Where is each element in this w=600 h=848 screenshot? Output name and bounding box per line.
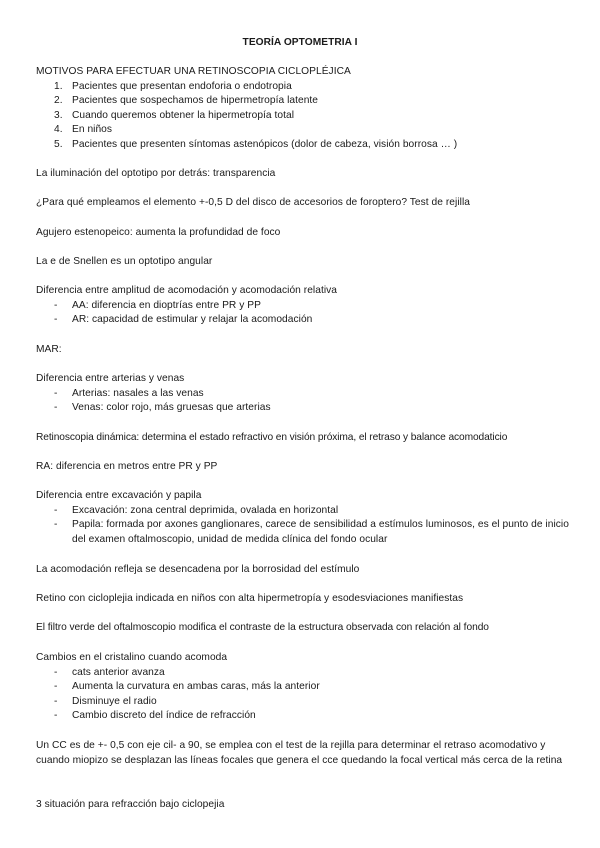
- list-item-text: Arterias: nasales a las venas: [72, 387, 204, 399]
- list-item: - cats anterior avanza: [54, 666, 165, 678]
- list-item: - Disminuye el radio: [54, 695, 157, 707]
- snellen-line: La e de Snellen es un optotipo angular: [36, 256, 213, 267]
- list-item: 5. Pacientes que presenten síntomas astenópicos (dolor de cabeza, visión borrosa … ): [54, 138, 458, 150]
- filtro-line: El filtro verde del oftalmoscopio modifica el contraste de la estructura observada con relación al fondo: [36, 622, 489, 633]
- list-item: - Cambio discreto del índice de refracción: [54, 710, 256, 722]
- list-item-text: Aumenta la curvatura en ambas caras, más la anterior: [72, 681, 320, 693]
- amplitud-heading: Diferencia entre amplitud de acomodación y acomodación relativa: [36, 285, 338, 296]
- list-item: - Papila: formada por axones ganglionares, carece de sensibilidad a estímulos luminosos, es el punto de inicio del examen oftalmoscopio, unidad de medida clínica del fondo ocular: [54, 519, 569, 545]
- list-item-text: AR: capacidad de estimular y relajar la acomodación: [72, 314, 313, 326]
- arterias-section: [36, 372, 576, 416]
- list-item: 4. En niños: [54, 124, 113, 136]
- list-item-text: cats anterior avanza: [72, 666, 165, 678]
- list-item: - AA: diferencia en dioptrías entre PR y PP: [54, 299, 261, 311]
- list-item-text: En niños: [72, 124, 113, 136]
- list-item-text: Cuando queremos obtener la hipermetropía total: [72, 109, 295, 121]
- list-item: - AR: capacidad de estimular y relajar la acomodación: [54, 314, 313, 326]
- ra-line: RA: diferencia en metros entre PR y PP: [36, 461, 218, 472]
- list-item-text: Pacientes que presentan endoforia o endotropia: [72, 80, 292, 92]
- list-item-text: Venas: color rojo, más gruesas que arterias: [72, 402, 271, 414]
- iluminacion-line: La iluminación del optotipo por detrás: transparencia: [36, 168, 276, 179]
- retino-ciclo-line: Retino con cicloplejia indicada en niños con alta hipermetropía y esodesviaciones manifiestas: [36, 593, 464, 604]
- amplitud-list: [36, 299, 576, 328]
- list-item-text: Excavación: zona central deprimida, ovalada en horizontal: [72, 504, 339, 516]
- excavacion-heading: Diferencia entre excavación y papila: [36, 490, 202, 501]
- list-item-text: Pacientes que sospechamos de hipermetropía latente: [72, 95, 319, 107]
- excavacion-list: [36, 504, 576, 548]
- cristalino-list: [36, 666, 576, 724]
- document-title: TEORÍA OPTOMETRIA I: [242, 37, 358, 48]
- retinoscopia-section: [36, 65, 576, 153]
- cristalino-section: [36, 651, 576, 724]
- list-item: 1. Pacientes que presentan endoforia o endotropia: [54, 80, 292, 92]
- acomodacion-refleja-line: La acomodación refleja se desencadena por la borrosidad del estímulo: [36, 564, 360, 575]
- retinoscopia-heading: MOTIVOS PARA EFECTUAR UNA RETINOSCOPIA CICLOPLÉJICA: [36, 66, 351, 77]
- situacion-line: 3 situación para refracción bajo ciclopejia: [36, 799, 225, 810]
- cc-paragraph: Un CC es de +- 0,5 con eje cil- a 90, se emplea con el test de la rejilla para determinar el retraso acomodativo y cuando miopizo se desplazan las líneas focales que genera el cce quedando la focal vertical más cerca de la retina: [36, 740, 563, 766]
- arterias-heading: Diferencia entre arterias y venas: [36, 373, 185, 384]
- excavacion-section: [36, 489, 576, 547]
- arterias-list: [36, 387, 576, 416]
- list-item-text: Pacientes que presenten síntomas astenópicos (dolor de cabeza, visión borrosa … ): [72, 138, 458, 150]
- cristalino-heading: Cambios en el cristalino cuando acomoda: [36, 652, 228, 663]
- retino-dinamica-line: Retinoscopia dinámica: determina el estado refractivo en visión próxima, el retraso y balance acomodaticio: [36, 432, 508, 443]
- list-item-text: Disminuye el radio: [72, 695, 157, 707]
- mar-line: MAR:: [36, 344, 62, 355]
- list-item-text: Papila: formada por axones ganglionares, carece de sensibilidad a estímulos luminosos, es el punto de inicio del examen oftalmoscopio, unidad de medida clínica del fondo ocular: [72, 519, 569, 545]
- list-item: - Excavación: zona central deprimida, ovalada en horizontal: [54, 504, 339, 516]
- elemento-line: ¿Para qué empleamos el elemento +-0,5 D del disco de accesorios de foroptero? Test de rejilla: [36, 197, 470, 208]
- list-item-text: AA: diferencia en dioptrías entre PR y PP: [72, 299, 261, 311]
- list-item: 3. Cuando queremos obtener la hipermetropía total: [54, 109, 295, 121]
- retinoscopia-list: [36, 80, 576, 153]
- list-item: - Venas: color rojo, más gruesas que arterias: [54, 402, 271, 414]
- list-item-text: Cambio discreto del índice de refracción: [72, 710, 256, 722]
- list-item: 2. Pacientes que sospechamos de hipermetropía latente: [54, 95, 319, 107]
- amplitud-section: [36, 284, 576, 328]
- list-item: - Aumenta la curvatura en ambas caras, más la anterior: [54, 681, 320, 693]
- agujero-line: Agujero estenopeico: aumenta la profundidad de foco: [36, 227, 281, 238]
- list-item: - Arterias: nasales a las venas: [54, 387, 204, 399]
